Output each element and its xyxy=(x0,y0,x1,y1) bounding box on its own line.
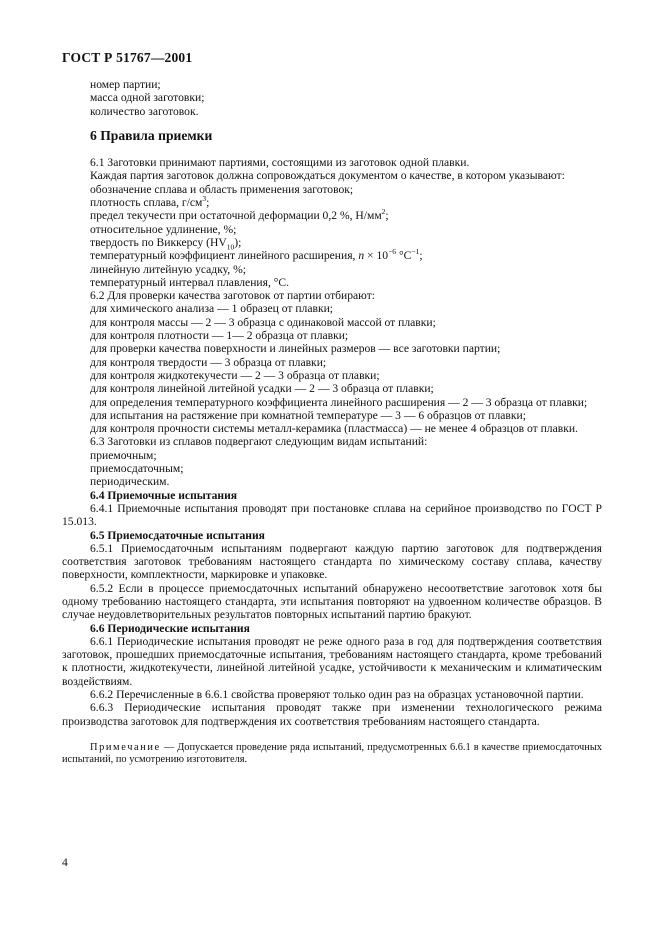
paragraph-6-6-2: 6.6.2 Перечисленные в 6.6.1 свойства проверяют только один раз на образцах установочной партии. xyxy=(90,688,584,702)
paragraph-6-1-line: Каждая партия заготовок должна сопровождаться документом о качестве, в котором указывают: xyxy=(90,169,565,183)
list-item-hardness: твердость по Виккерсу $(HV_{10})$; xyxy=(90,235,242,252)
paragraph-6-4-1: 6.4.1 Приемочные испытания проводят при постановке сплава на серийное производство по ГОСТ Р 15.013. xyxy=(62,501,602,529)
paragraph-6-2: 6.2 Для проверки качества заготовок от партии отбирают: xyxy=(90,289,375,303)
list-item: линейную литейную усадку, %; xyxy=(90,262,246,276)
paragraph-6-1: 6.1 Заготовки принимают партиями, состоящими из заготовок одной плавки. xyxy=(90,156,470,170)
test-type-item: приемосдаточным; xyxy=(90,462,184,476)
sample-item: для контроля массы — 2 — 3 образца с одинаковой массой от плавки; xyxy=(90,315,436,329)
list-item: относительное удлинение, %; xyxy=(90,222,237,236)
list-item: температурный интервал плавления, °С. xyxy=(90,275,290,289)
sample-item: для контроля прочности системы металл-керамика (пластмасса) — не менее 4 образцов от плавки. xyxy=(90,422,578,436)
subsection-title-6-6: 6.6 Периодические испытания xyxy=(90,621,250,635)
paragraph-6-6-1: 6.6.1 Периодические испытания проводят не реже одного раза в год для подтверждения соответствия заготовок, прошедших приемосдаточные испытания, требованиям настоящего стандарта, кроме требований к плотности, жидкотекучести, линейной литейной усадке, устойчивости к механическим и климатическим воздействиям. xyxy=(62,634,602,688)
sample-item: для проверки качества поверхности и линейных размеров — все заготовки партии; xyxy=(90,342,501,356)
document-header: ГОСТ Р 51767—2001 xyxy=(62,50,193,65)
note-text: — Допускается проведение ряда испытаний, предусмотренных 6.6.1 в качестве приемосдаточных испытаний, по усмотрению изготовителя. xyxy=(62,741,602,766)
list-item-density: плотность сплава, $г/см^3$; xyxy=(90,194,210,210)
paragraph-6-3: 6.3 Заготовки из сплавов подвергают следующим видам испытаний: xyxy=(90,435,428,449)
paragraph-6-5-2: 6.5.2 Если в процессе приемосдаточных испытаний обнаружено несоответствие заготовок хотя бы одному требованию настоящего стандарта, эти испытания повторяют на удвоенном количестве образцов. В случае неудовлетворительных результатов повторных испытаний партию бракуют. xyxy=(62,581,602,622)
section-title: 6 Правила приемки xyxy=(90,127,213,143)
list-item-tcle: температурный коэффициент линейного расширения, $n \times 10^{-6}$ $^\circ С^{-1}$; xyxy=(90,247,423,263)
paragraph-6-6-3: 6.6.3 Периодические испытания проводят также при изменении технологического режима производства заготовок для подтверждения их соответствия требованиям настоящего стандарта. xyxy=(62,701,602,728)
paragraph-6-5-1: 6.5.1 Приемосдаточным испытаниям подвергают каждую партию заготовок для подтверждения соответствия заготовок требованиям настоящего стандарта по химическому составу сплава, качеству поверхности, комплектности, маркировке и упаковке. xyxy=(62,541,602,582)
sample-item: для определения температурного коэффициента линейного расширения — 2 — 3 образца от плавки; xyxy=(90,395,588,409)
test-type-item: приемочным; xyxy=(90,448,157,462)
sample-item: для испытания на растяжение при комнатной температуре — 3 — 6 образцов от плавки; xyxy=(90,408,526,422)
subsection-title-6-4: 6.4 Приемочные испытания xyxy=(90,488,238,502)
marking-item: номер партии; xyxy=(90,78,161,91)
document-body xyxy=(62,78,602,767)
list-item: обозначение сплава и область применения заготовок; xyxy=(90,182,354,196)
sample-item: для химического анализа — 1 образец от плавки; xyxy=(90,302,334,316)
subsection-title-6-5: 6.5 Приемосдаточные испытания xyxy=(90,528,265,542)
test-type-item: периодическим. xyxy=(90,475,170,489)
sample-item: для контроля твердости — 3 образца от плавки; xyxy=(90,355,327,369)
marking-item: масса одной заготовки; xyxy=(90,91,205,105)
page-number: 4 xyxy=(62,856,68,869)
marking-item: количество заготовок. xyxy=(90,104,199,118)
sample-item: для контроля плотности — 1— 2 образца от плавки; xyxy=(90,329,349,343)
note-label: Примечание xyxy=(90,741,161,753)
note xyxy=(62,742,602,767)
sample-item: для контроля жидкотекучести — 2 — 3 образца от плавки; xyxy=(90,368,380,382)
sample-item: для контроля линейной литейной усадки — 2 — 3 образца от плавки; xyxy=(90,382,434,396)
list-item-yield: предел текучести при остаточной деформации 0,2 %, $Н/мм^2$; xyxy=(90,207,389,223)
